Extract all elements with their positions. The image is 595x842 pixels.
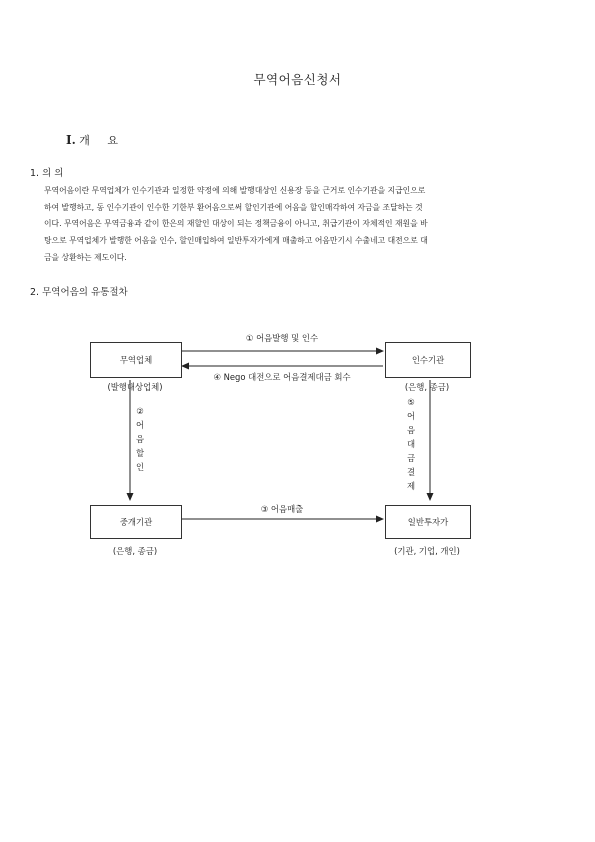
- vertical-char: 제: [406, 481, 416, 491]
- node-label: 일반투자가: [407, 517, 449, 527]
- node-broker: [90, 505, 182, 539]
- subsection-heading-meaning: 1. 의 의: [30, 168, 64, 179]
- node-label: 무역업체: [119, 355, 153, 365]
- edge-label-sale: ③ 어음매출: [260, 504, 304, 514]
- vertical-char: 금: [406, 453, 416, 463]
- node-investor: [385, 505, 471, 539]
- node-caption: (은행, 종금): [404, 382, 450, 392]
- node-label: 인수기관: [411, 355, 445, 365]
- paragraph-line: 금을 상환하는 제도이다.: [44, 252, 127, 262]
- edge-label-issue: ① 어음발행 및 인수: [245, 333, 319, 343]
- node-exporter: [90, 342, 182, 378]
- vertical-char: 어: [406, 411, 416, 421]
- vertical-char: 할: [135, 448, 145, 458]
- paragraph-line: 탕으로 무역업체가 발행한 어음을 인수, 할인매입하여 일반투자가에게 매출하고 어음만기시 수출네고 대전으로 대: [44, 236, 428, 246]
- edge-label-nego: ④ Nego 대전으로 어음결제대금 회수: [213, 372, 351, 382]
- vertical-char: 음: [135, 434, 145, 444]
- node-label: 중개기관: [119, 517, 153, 527]
- document-title: 무역어음신청서: [253, 72, 342, 87]
- subsection-heading-flow: 2. 무역어음의 유통절차: [30, 287, 128, 298]
- paragraph-line: 하여 발행하고, 동 인수기관이 인수한 기한부 환어음으로써 할인기관에 어음을 할인매각하여 자금을 조달하는 것: [44, 202, 423, 212]
- node-acceptor: [385, 342, 471, 378]
- node-caption: (발행대상업체): [107, 382, 163, 392]
- vertical-char: 어: [135, 420, 145, 430]
- vertical-char: ⑤: [407, 397, 415, 407]
- vertical-char: 대: [406, 439, 416, 449]
- edge-label-discount: [133, 404, 147, 474]
- node-caption: (기관, 기업, 개인): [394, 546, 460, 556]
- vertical-char: 인: [135, 462, 145, 472]
- section-heading-text: 개 요: [79, 134, 119, 147]
- vertical-char: ②: [136, 406, 144, 416]
- paragraph-line: 이다. 무역어음은 무역금융과 같이 한은의 재할인 대상이 되는 정책금융이 아니고, 취급기관이 자체적인 재원을 바: [44, 219, 428, 229]
- edge-label-payment: [404, 395, 418, 493]
- paragraph-line: 무역어음이란 무역업체가 인수기관과 일정한 약정에 의해 발행대상인 신용장 등을 근거로 인수기관을 지급인으로: [44, 186, 426, 195]
- vertical-char: 음: [406, 425, 416, 435]
- vertical-char: 결: [406, 467, 416, 477]
- node-caption: (은행, 종금): [112, 546, 158, 556]
- section-numeral: Ⅰ.: [66, 133, 76, 147]
